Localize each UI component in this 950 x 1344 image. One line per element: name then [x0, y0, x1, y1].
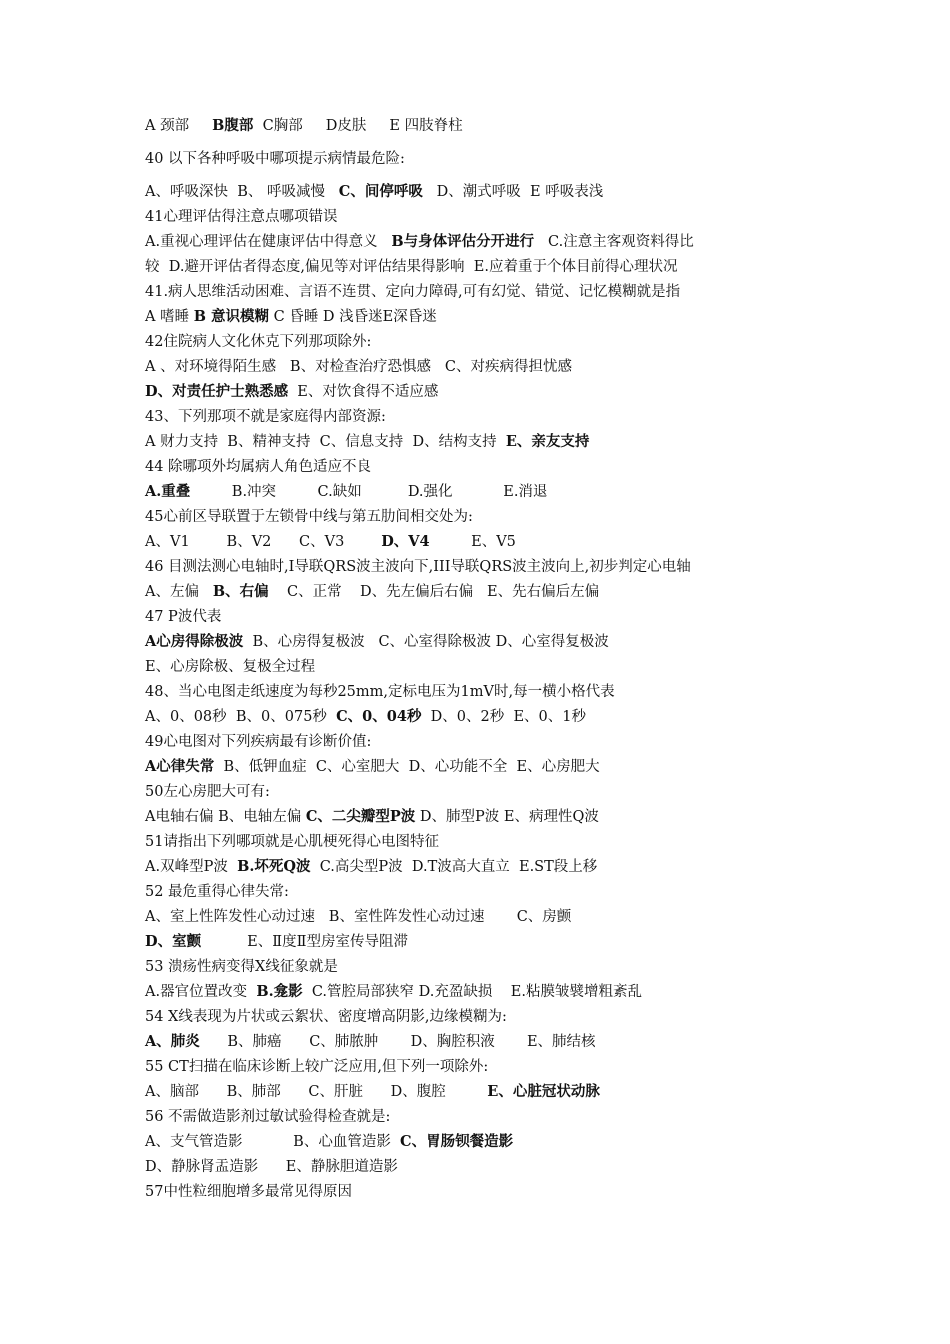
question-text: 40 以下各种呼吸中哪项提示病情最危险:	[145, 151, 405, 167]
question-text: C.管腔局部狭窄 D.充盈缺损 E.粘膜皱襞增粗紊乱	[302, 984, 642, 1000]
text-line	[145, 506, 850, 528]
answer-text: E、心脏冠状动脉	[487, 1083, 600, 1100]
answer-text: D、V4	[381, 533, 430, 550]
answer-text: D、室颤	[145, 933, 202, 950]
question-text: C.高尖型P波 D.T波高大直立 E.ST段上移	[310, 859, 598, 875]
text-line	[145, 148, 850, 170]
question-text: A、脑部 B、肺部 C、肝脏 D、腹腔	[145, 1084, 488, 1100]
question-text: B、肺癌 C、肺脓肿 D、胸腔积液 E、肺结核	[199, 1034, 596, 1050]
answer-text: A.重叠	[145, 483, 191, 500]
question-text: A 、对环境得陌生感 B、对检查治疗恐惧感 C、对疾病得担忧感	[145, 359, 572, 375]
question-text: A、室上性阵发性心动过速 B、室性阵发性心动过速 C、房颤	[145, 909, 572, 925]
text-line	[145, 831, 850, 853]
question-text: A、呼吸深快 B、 呼吸减慢	[145, 184, 339, 200]
question-text: 57中性粒细胞增多最常见得原因	[145, 1184, 352, 1200]
text-line	[145, 456, 850, 478]
text-line	[145, 206, 850, 228]
question-text: A.器官位置改变	[145, 984, 257, 1000]
question-text: A 嗜睡	[145, 309, 194, 325]
question-text: E、Ⅱ度Ⅱ型房室传导阻滞	[201, 934, 408, 950]
question-text: 55 CT扫描在临床诊断上较广泛应用,但下列一项除外:	[145, 1059, 489, 1075]
question-text: E、心房除极、复极全过程	[145, 659, 316, 675]
text-line	[145, 931, 850, 953]
text-line	[145, 306, 850, 328]
text-line	[145, 556, 850, 578]
text-line	[145, 181, 850, 203]
text-line	[145, 356, 850, 378]
answer-text: B.坏死Q波	[237, 858, 311, 875]
text-line	[145, 531, 850, 553]
text-line	[145, 231, 850, 253]
question-text: C、正常 D、先左偏后右偏 E、先右偏后左偏	[268, 584, 600, 600]
question-text: A、支气管造影 B、心血管造影	[145, 1134, 401, 1150]
question-text: A、V1 B、V2 C、V3	[145, 534, 382, 550]
question-text: 45心前区导联置于左锁骨中线与第五肋间相交处为:	[145, 509, 473, 525]
question-text: A 财力支持 B、精神支持 C、信息支持 D、结构支持	[145, 434, 506, 450]
text-line	[145, 1131, 850, 1153]
question-text: A 颈部	[145, 118, 213, 134]
text-line	[145, 1156, 850, 1178]
answer-text: C、胃肠钡餐造影	[400, 1133, 514, 1150]
text-line	[145, 906, 850, 928]
text-line	[145, 481, 850, 503]
question-text: C 昏睡 D 浅昏迷E深昏迷	[269, 309, 437, 325]
question-text: C胸部 D皮肤 E 四肢脊柱	[253, 118, 463, 134]
answer-text: A心律失常	[145, 758, 215, 775]
question-text: 44 除哪项外均属病人角色适应不良	[145, 459, 372, 475]
text-line	[145, 115, 850, 137]
text-line	[145, 1031, 850, 1053]
question-text: 47 P波代表	[145, 609, 222, 625]
question-text: A.重视心理评估在健康评估中得意义	[145, 234, 392, 250]
text-line	[145, 1056, 850, 1078]
text-line	[145, 656, 850, 678]
text-line	[145, 1106, 850, 1128]
question-text: 53 溃疡性病变得X线征象就是	[145, 959, 338, 975]
question-text: 49心电图对下列疾病最有诊断价值:	[145, 734, 372, 750]
text-line	[145, 956, 850, 978]
answer-text: C、间停呼吸	[338, 183, 423, 200]
question-text: C.注意主客观资料得比	[534, 234, 694, 250]
question-text: A、左偏	[145, 584, 213, 600]
question-text: A、0、08秒 B、0、075秒	[145, 709, 337, 725]
question-text: 42住院病人文化休克下列那项除外:	[145, 334, 372, 350]
text-line	[145, 1006, 850, 1028]
answer-text: B.龛影	[256, 983, 303, 1000]
question-text: A.双峰型P波	[145, 859, 238, 875]
text-line	[145, 981, 850, 1003]
question-text: D、静脉肾盂造影 E、静脉胆道造影	[145, 1159, 398, 1175]
question-text: 48、当心电图走纸速度为每秒25mm,定标电压为1mV时,每一横小格代表	[145, 684, 615, 700]
question-text: 41心理评估得注意点哪项错误	[145, 209, 338, 225]
text-line	[145, 581, 850, 603]
question-text: B.冲突 C.缺如 D.强化 E.消退	[190, 484, 548, 500]
text-line	[145, 1181, 850, 1203]
text-line	[145, 806, 850, 828]
question-text: 43、下列那项不就是家庭得内部资源:	[145, 409, 386, 425]
text-line	[145, 881, 850, 903]
text-line	[145, 731, 850, 753]
text-line	[145, 256, 850, 278]
question-text: A电轴右偏 B、电轴左偏	[145, 809, 306, 825]
question-text: D、肺型P波 E、病理性Q波	[415, 809, 599, 825]
answer-text: B、右偏	[212, 583, 269, 600]
question-text: 50左心房肥大可有:	[145, 784, 270, 800]
question-text: B、心房得复极波 C、心室得除极波 D、心室得复极波	[243, 634, 609, 650]
question-text: 54 X线表现为片状或云絮状、密度增高阴影,边缘模糊为:	[145, 1009, 507, 1025]
question-text: 51请指出下列哪项就是心肌梗死得心电图特征	[145, 834, 439, 850]
question-text: 56 不需做造影剂过敏试验得检查就是:	[145, 1109, 391, 1125]
question-text: D、0、2秒 E、0、1秒	[421, 709, 587, 725]
text-line	[145, 756, 850, 778]
text-line	[145, 706, 850, 728]
question-text: B、低钾血症 C、心室肥大 D、心功能不全 E、心房肥大	[214, 759, 600, 775]
question-text: E、V5	[429, 534, 516, 550]
answer-text: A、肺炎	[145, 1033, 200, 1050]
text-line	[145, 781, 850, 803]
text-line	[145, 681, 850, 703]
answer-text: B与身体评估分开进行	[391, 233, 535, 250]
question-text: D、潮式呼吸 E 呼吸表浅	[422, 184, 604, 200]
question-text: 较 D.避开评估者得态度,偏见等对评估结果得影响 E.应着重于个体目前得心理状况	[145, 259, 678, 275]
answer-text: B 意识模糊	[193, 308, 270, 325]
question-text: 52 最危重得心律失常:	[145, 884, 289, 900]
answer-text: E、亲友支持	[505, 433, 590, 450]
text-line	[145, 856, 850, 878]
question-text: 46 目测法测心电轴时,I导联QRS波主波向下,III导联QRS波主波向上,初步判定心电轴	[145, 559, 691, 575]
text-line	[145, 431, 850, 453]
text-line	[145, 381, 850, 403]
question-text: 41.病人思维活动困难、言语不连贯、定向力障碍,可有幻觉、错觉、记忆模糊就是指	[145, 284, 681, 300]
text-line	[145, 281, 850, 303]
question-text: E、对饮食得不适应感	[288, 384, 439, 400]
answer-text: A心房得除极波	[145, 633, 244, 650]
text-line	[145, 606, 850, 628]
answer-text: D、对责任护士熟悉感	[145, 383, 289, 400]
answer-text: B腹部	[212, 117, 254, 134]
text-line	[145, 631, 850, 653]
text-line	[145, 1081, 850, 1103]
answer-text: C、0、04秒	[336, 708, 422, 725]
text-line	[145, 406, 850, 428]
answer-text: C、二尖瓣型P波	[305, 808, 416, 825]
text-line	[145, 331, 850, 353]
